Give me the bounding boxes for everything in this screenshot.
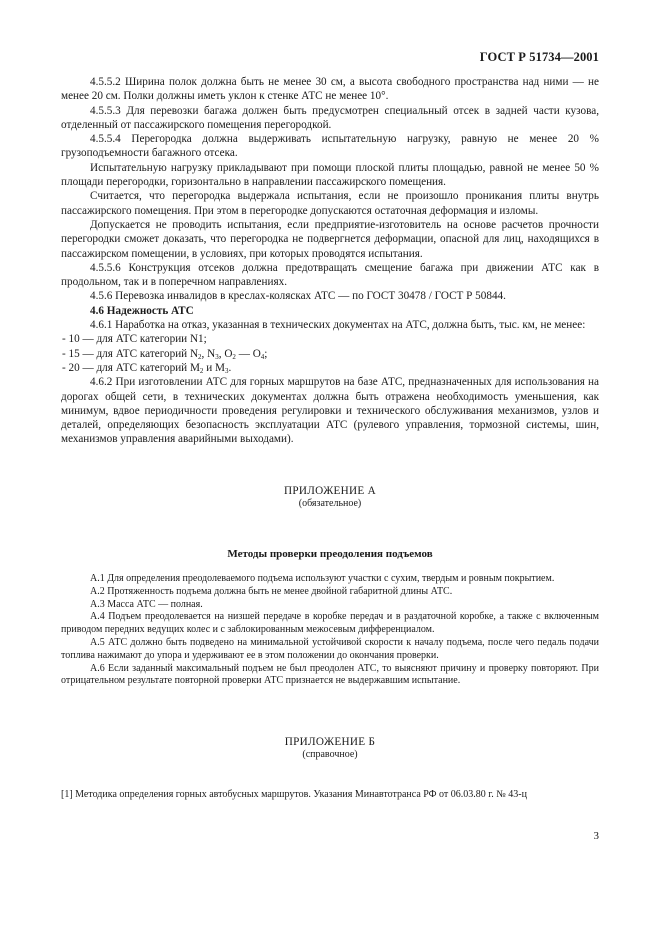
- appendix-a-body: [61, 573, 599, 688]
- section-heading: 4.6 Надежность АТС: [90, 304, 194, 317]
- paragraph: 4.5.5.3 Для перевозки багажа должен быть предусмотрен специальный отсек в задней части кузова, отделенный от пассажирского помещения перегородкой.: [61, 104, 599, 131]
- clause: А.4 Подъем преодолевается на низшей передаче в коробке передач и в раздаточной коробке, а также с включенным приводом передних ведущих колес и с заблокированным межосевым дифференциалом.: [61, 611, 599, 636]
- paragraph: 4.6.2 При изготовлении АТС для горных маршрутов на базе АТС, предназначенных для использования на дорогах общей сети, в технических документах должна быть отражена необходимость уменьшения, как минимум, вдвое периодичности проведения регулировки и технического обслуживания механизмов, узлов и деталей, определяющих безопасность эксплуатации АТС (рулевого управления, тормозной системы, шин, механизмов управления аварийными выходами).: [61, 376, 599, 446]
- standard-header: ГОСТ Р 51734—2001: [479, 50, 599, 64]
- paragraph: 4.5.5.6 Конструкция отсеков должна предотвращать смещение багажа при движении АТС как в продольном, так и в поперечном направлениях.: [61, 261, 599, 289]
- paragraph: Испытательную нагрузку прикладывают при помощи плоской плиты площадью, равной не менее 50 % площади перегородки, горизонтально в направлении пассажирского помещения.: [61, 161, 599, 189]
- appendix-a-status: (обязательное): [298, 498, 362, 509]
- paragraph: 4.5.5.4 Перегородка должна выдерживать испытательную нагрузку, равную не менее 20 % грузоподъемности багажного отсека.: [61, 133, 599, 160]
- paragraph: Допускается не проводить испытания, если предприятие-изготовитель на основе расчетов прочности перегородки сможет доказать, что перегородка не подвергнется деформации, опасной для лиц, находящихся в пассажирском помещении, в условиях, при которых проводятся испытания.: [61, 218, 599, 260]
- list-item: - 20 — для АТС категорий $M_2$ и $M_3$.: [62, 361, 232, 375]
- appendix-b-status: (справочное): [302, 749, 358, 760]
- appendix-b-title: ПРИЛОЖЕНИЕ Б: [284, 736, 376, 748]
- page-number: 3: [593, 830, 599, 842]
- appendix-a-title: ПРИЛОЖЕНИЕ А: [283, 485, 377, 497]
- main-body: [61, 75, 599, 447]
- paragraph: 4.6.1 Наработка на отказ, указанная в технических документах на АТС, должна быть, тыс. км, не менее:: [90, 319, 586, 332]
- paragraph: 4.5.6 Перевозка инвалидов в креслах-колясках АТС — по ГОСТ 30478 / ГОСТ Р 50844.: [90, 290, 506, 303]
- appendix-a-heading: Методы проверки преодоления подъемов: [227, 548, 433, 560]
- clause: А.3 Масса АТС — полная.: [90, 598, 203, 610]
- clause: А.2 Протяженность подъема должна быть не менее двойной габаритной длины АТС.: [90, 585, 453, 597]
- clause: А.5 АТС должно быть подведено на минимальной устойчивой скорости к началу подъема, после чего педаль подачи топлива нажимают до упора и удерживают ее в этом положении до окончания проверки.: [61, 636, 599, 661]
- clause: А.1 Для определения преодолеваемого подъема используют участки с сухим, твердым и ровным покрытием.: [90, 573, 555, 584]
- reference-item: [1] Методика определения горных автобусных маршрутов. Указания Минавтотранса РФ от 06.03.80 г. № 43-ц: [61, 789, 527, 800]
- list-item: - 10 — для АТС категории N1;: [62, 333, 207, 346]
- paragraph: Считается, что перегородка выдержала испытания, если не произошло проникания плиты внутрь пассажирского помещения. При этом в перегородке допускаются остаточная деформация и изломы.: [61, 190, 599, 217]
- list-item: - 15 — для АТС категорий $N_2$, $N_3$, $O_2$ — $O_4$;: [62, 347, 268, 361]
- clause: А.6 Если заданный максимальный подъем не был преодолен АТС, то выясняют причину и проверку повторяют. При отрицательном результате повторной проверки АТС признается не выдержавшим испытание.: [61, 662, 599, 687]
- paragraph: 4.5.5.2 Ширина полок должна быть не менее 30 см, а высота свободного пространства над ними — не менее 20 см. Полки должны иметь уклон к стенке АТС не менее 10°.: [61, 76, 599, 103]
